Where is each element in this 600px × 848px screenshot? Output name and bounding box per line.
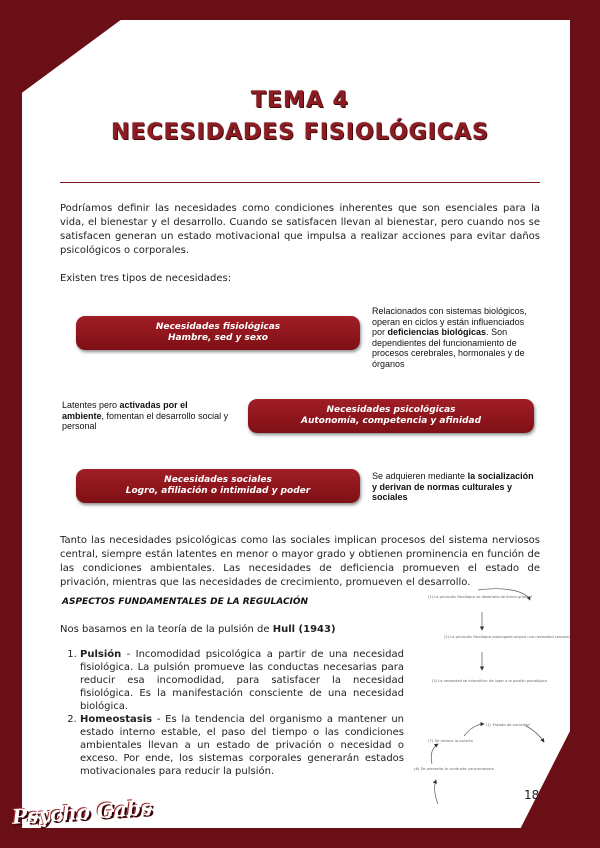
need-subtitle: Hambre, sed y sexo bbox=[167, 333, 268, 343]
diagram-step-reduce: (7) Se reduce la pulsión bbox=[428, 738, 474, 743]
types-intro: Existen tres tipos de necesidades: bbox=[60, 273, 232, 284]
diagram-step-3: (3) La necesidad se intensifica: da lugar a la pulsión psicológica bbox=[432, 679, 547, 683]
desc-bold: la socialización y derivan de normas culturales y sociales bbox=[372, 471, 534, 502]
title-line-2: NECESIDADES FISIOLÓGICAS bbox=[111, 120, 489, 145]
diagram-arrow bbox=[431, 744, 438, 764]
list-item bbox=[80, 648, 404, 713]
hull-text: Nos basamos en la teoría de la pulsión de bbox=[60, 624, 273, 635]
list-term: Pulsión bbox=[80, 649, 122, 660]
need-psychological-box bbox=[248, 399, 534, 433]
need-title: Necesidades fisiológicas bbox=[155, 322, 281, 332]
body-paragraph: Tanto las necesidades psicológicas como las sociales implican procesos del sistema nerviosos central, siempre están latentes en menor o mayor grado y obtienen prominencia en función de las condiciones ambientales. Las necesidades de deficiencia promueven el estado de privación, mientras que las necesidades de crecimiento, promueven el desarrollo. bbox=[60, 535, 540, 588]
diagram-arrow bbox=[526, 726, 544, 742]
need-subtitle: Logro, afiliación o intimidad y poder bbox=[125, 486, 311, 496]
desc-bold: deficiencias biológicas bbox=[387, 327, 487, 337]
desc-text: Latentes pero bbox=[62, 400, 120, 410]
page-number: 18 bbox=[524, 788, 540, 802]
list-item bbox=[80, 713, 404, 778]
need-psychological-description bbox=[62, 400, 232, 432]
need-physiological-box bbox=[76, 316, 360, 350]
list-text: - Incomodidad psicológica a partir de una necesidad fisiológica. La pulsión promueve las conductas necesarias para reducir esa incomodidad, para satisfacer la necesidad fisiológica. Es la manifestación consciente de una necesidad biológica. bbox=[80, 649, 404, 712]
need-social-description bbox=[372, 471, 540, 503]
title-line-1: TEMA 4 bbox=[251, 88, 349, 113]
need-title: Necesidades sociales bbox=[164, 475, 272, 485]
intro-paragraph: Podríamos definir las necesidades como condiciones inherentes que son esenciales para la vida, el bienestar y el desarrollo. Cuando se satisfacen llevan al bienestar, pero cuando nos se satisfacen generan un estado motivacional que impulsa a realizar acciones para evitar daños psicológicos o corporales. bbox=[60, 203, 540, 256]
hull-line bbox=[60, 624, 336, 635]
need-title: Necesidades psicológicas bbox=[326, 405, 456, 415]
diagram-step-1: (1) La privación fisiológica se desarrolla de forma gradual bbox=[428, 595, 532, 599]
desc-bold: activadas por el ambiente bbox=[62, 400, 188, 421]
hull-citation: Hull (1943) bbox=[272, 624, 336, 635]
list-term: Homeostasis bbox=[80, 714, 153, 725]
need-subtitle: Autonomía, competencia y afinidad bbox=[300, 416, 482, 426]
need-social-box bbox=[76, 469, 360, 503]
diagram-arrow bbox=[464, 724, 484, 736]
need-physiological-description bbox=[372, 306, 538, 369]
list-text: - Es la tendencia del organismo a mantener un estado interno estable, el paso del tiempo o las condiciones ambientales llevan a un estado de privación o necesidad o exceso. Por ende, los sistemas corporales generarán estados motivacionales para reducir la pulsión. bbox=[80, 714, 404, 777]
desc-text: , fomentan el desarrollo social y personal bbox=[62, 410, 229, 431]
desc-text: Relacionados con sistemas biológicos, operan en ciclos y están influenciados por bbox=[372, 306, 527, 337]
drive-cycle-diagram bbox=[408, 586, 570, 808]
diagram-step-satiety: (1) Estado de saciedad bbox=[486, 722, 530, 727]
desc-text: Se adquieren mediante bbox=[372, 471, 468, 481]
section-heading: ASPECTOS FUNDAMENTALES DE LA REGULACIÓN bbox=[62, 597, 309, 607]
desc-text: . Son dependientes del funcionamiento de procesos cerebrales, hormonales y de órganos bbox=[372, 327, 525, 369]
diagram-arrow bbox=[435, 780, 438, 804]
diagram-step-2: (2) La privación fisiológica prolongada origina una necesidad corporal bbox=[444, 635, 570, 639]
diagram-step-consummatory: (6) Se presenta la conducta consumatoria bbox=[414, 766, 494, 771]
brand-logo: Psycho Gabs bbox=[11, 795, 153, 829]
concept-list bbox=[66, 648, 404, 778]
title-divider bbox=[60, 182, 540, 183]
